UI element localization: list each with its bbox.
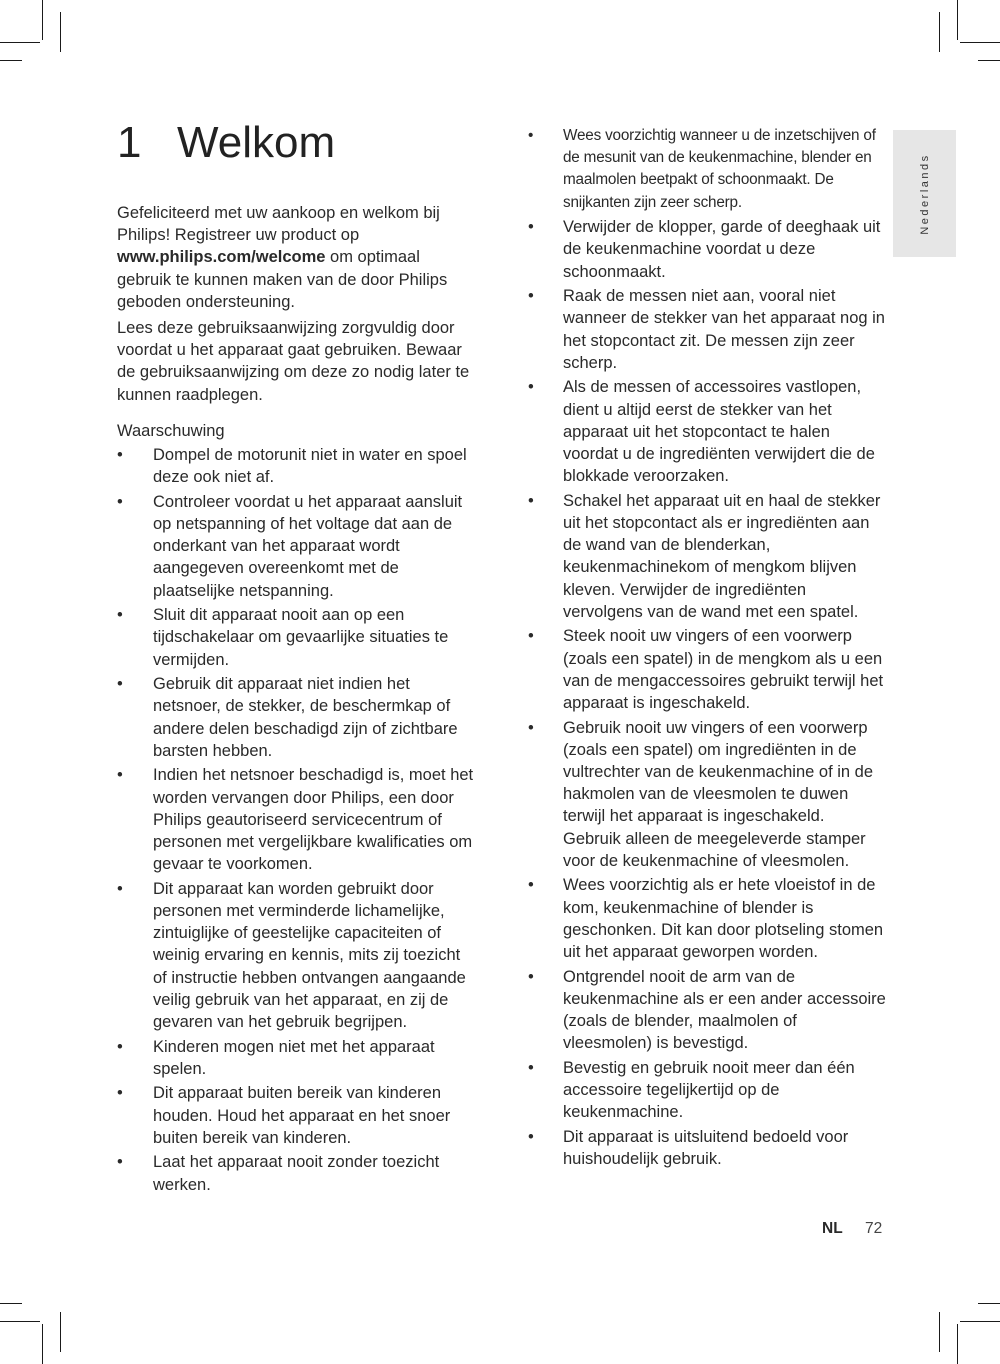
bullet-icon: •: [528, 378, 534, 397]
list-item: • Wees voorzichtig als er hete vloeistof in de kom, keukenmachine of blender is geschonken. Dit kan door plotseling stomen uit het apparaat geworpen worden.: [528, 876, 884, 962]
crop-mark: [0, 42, 40, 43]
list-item: • Ontgrendel nooit de arm van de keukenmachine als er een ander accessoire (zoals de blender, maalmolen of vleesmolen) is bevestigd.: [528, 967, 886, 1053]
chapter-heading: [117, 118, 335, 168]
list-item: • Indien het netsnoer beschadigd is, moet het worden vervangen door Philips, een door Philips geautoriseerd servicecentrum of personen met vergelijkbare kwalificaties om gevaar te voorkomen.: [117, 766, 474, 874]
right-column: [528, 125, 886, 1173]
list-item: • Sluit dit apparaat nooit aan op een tijdschakelaar om gevaarlijke situaties te vermijden.: [117, 606, 449, 669]
bullet-icon: •: [528, 218, 534, 237]
bullet-icon: •: [117, 1084, 123, 1103]
left-column: [117, 202, 477, 1198]
warning-heading: Waarschuwing: [117, 421, 225, 440]
page-number: 72: [865, 1220, 883, 1237]
bullet-icon: •: [528, 876, 534, 895]
list-item: • Laat het apparaat nooit zonder toezicht werken.: [117, 1153, 440, 1194]
crop-mark: [957, 1324, 958, 1364]
bullet-icon: •: [528, 718, 534, 737]
crop-mark: [960, 42, 1000, 43]
chapter-number: 1: [117, 118, 142, 167]
bullet-icon: •: [528, 1058, 534, 1077]
language-tab-label: Nederlands: [918, 152, 931, 235]
crop-mark: [60, 12, 61, 52]
crop-mark: [939, 1312, 940, 1352]
language-side-tab: [893, 130, 956, 257]
bullet-icon: •: [528, 287, 534, 306]
crop-mark: [957, 0, 958, 40]
bullet-icon: •: [528, 491, 534, 510]
chapter-title: Welkom: [177, 118, 336, 167]
list-item: • Kinderen mogen niet met het apparaat spelen.: [117, 1037, 435, 1078]
list-item: • Als de messen of accessoires vastlopen, dient u altijd eerst de stekker van het apparaat uit het stopcontact te halen voordat u de ingrediënten verwijdert die de blokkade veroorzaken.: [528, 378, 875, 486]
bullet-icon: •: [117, 606, 123, 625]
crop-mark: [939, 12, 940, 52]
warning-list-left: [117, 444, 477, 1196]
list-item: • Schakel het apparaat uit en haal de stekker uit het stopcontact als er ingrediënten aan de wand van de blenderkan, keukenmachinekom of mengkom blijven kleven. Verwijder de ingrediënten vervolgens van de wand met een spatel.: [528, 491, 881, 621]
list-item: • Bevestig en gebruik nooit meer dan één accessoire tegelijkertijd op de keukenmachine.: [528, 1058, 855, 1122]
bullet-icon: •: [528, 627, 534, 646]
crop-mark: [42, 0, 43, 40]
intro-paragraph: Gefeliciteerd met uw aankoop en welkom bij Philips! Registreer uw product op www.philips.com/welcome om optimaal gebruik te kunnen maken van de door Philips geboden ondersteuning.: [117, 204, 448, 311]
bullet-icon: •: [117, 446, 123, 465]
list-item: • Raak de messen niet aan, vooral niet wanneer de stekker van het apparaat nog in het stopcontact zit. De messen zijn zeer scherp.: [528, 287, 885, 372]
bullet-icon: •: [117, 675, 123, 694]
list-item: • Verwijder de klopper, garde of deeghaak uit de keukenmachine voordat u deze schoonmaakt.: [528, 218, 881, 281]
crop-mark: [978, 1303, 1000, 1304]
crop-mark: [0, 1303, 22, 1304]
crop-mark: [0, 60, 22, 61]
bullet-icon: •: [117, 766, 123, 785]
list-item: • Steek nooit uw vingers of een voorwerp (zoals een spatel) in de mengkom als u een van de mengaccessoires gebruikt terwijl het apparaat is ingeschakeld.: [528, 627, 884, 713]
list-item: • Wees voorzichtig wanneer u de inzetschijven of de mesunit van de keukenmachine, blender en maalmolen beetpakt of schoonmaakt. De snijkanten zijn zeer scherp.: [528, 127, 876, 211]
list-item: • Gebruik nooit uw vingers of een voorwerp (zoals een spatel) om ingrediënten in de vultrechter van de keukenmachine of in de hakmolen van de vleesmolen te duwen terwijl het apparaat is ingeschakeld. Gebruik alleen de meegeleverde stamper voor de keukenmachine of vleesmolen.: [528, 718, 874, 870]
list-item: • Dompel de motorunit niet in water en spoel deze ook niet af.: [117, 446, 467, 487]
crop-mark: [42, 1324, 43, 1364]
bullet-icon: •: [528, 127, 534, 144]
bullet-icon: •: [117, 1153, 123, 1172]
bullet-icon: •: [117, 1037, 123, 1056]
warning-list-right: [528, 125, 886, 1170]
instructions-paragraph: Lees deze gebruiksaanwijzing zorgvuldig door voordat u het apparaat gaat gebruiken. Bewaar de gebruiksaanwijzing om deze zo nodig later te kunnen raadplegen.: [117, 319, 470, 404]
footer-language-code: NL: [822, 1220, 843, 1237]
bullet-icon: •: [528, 1127, 534, 1146]
crop-mark: [60, 1312, 61, 1352]
list-item: • Dit apparaat is uitsluitend bedoeld voor huishoudelijk gebruik.: [528, 1127, 849, 1169]
bullet-icon: •: [117, 492, 123, 511]
list-item: • Dit apparaat buiten bereik van kinderen houden. Houd het apparaat en het snoer buiten bereik van kinderen.: [117, 1084, 451, 1147]
registration-link[interactable]: www.philips.com/welcome: [117, 248, 326, 267]
bullet-icon: •: [117, 879, 123, 898]
list-item: • Dit apparaat kan worden gebruikt door personen met verminderde lichamelijke, zintuiglijke of geestelijke capaciteiten of weinig ervaring en kennis, mits zij toezicht of instructie hebben ontvangen aangaande veilig gebruik van het apparaat, en zij de gevaren van het gebruik begrijpen.: [117, 879, 466, 1032]
crop-mark: [960, 1321, 1000, 1322]
bullet-icon: •: [528, 967, 534, 986]
list-item: • Controleer voordat u het apparaat aansluit op netspanning of het voltage dat aan de onderkant van het apparaat wordt aangegeven overeenkomt met de plaatselijke netspanning.: [117, 492, 463, 600]
list-item: • Gebruik dit apparaat niet indien het netsnoer, de stekker, de beschermkap of andere delen beschadigd zijn of zichtbare barsten hebben.: [117, 675, 458, 760]
crop-mark: [978, 60, 1000, 61]
crop-mark: [0, 1321, 40, 1322]
